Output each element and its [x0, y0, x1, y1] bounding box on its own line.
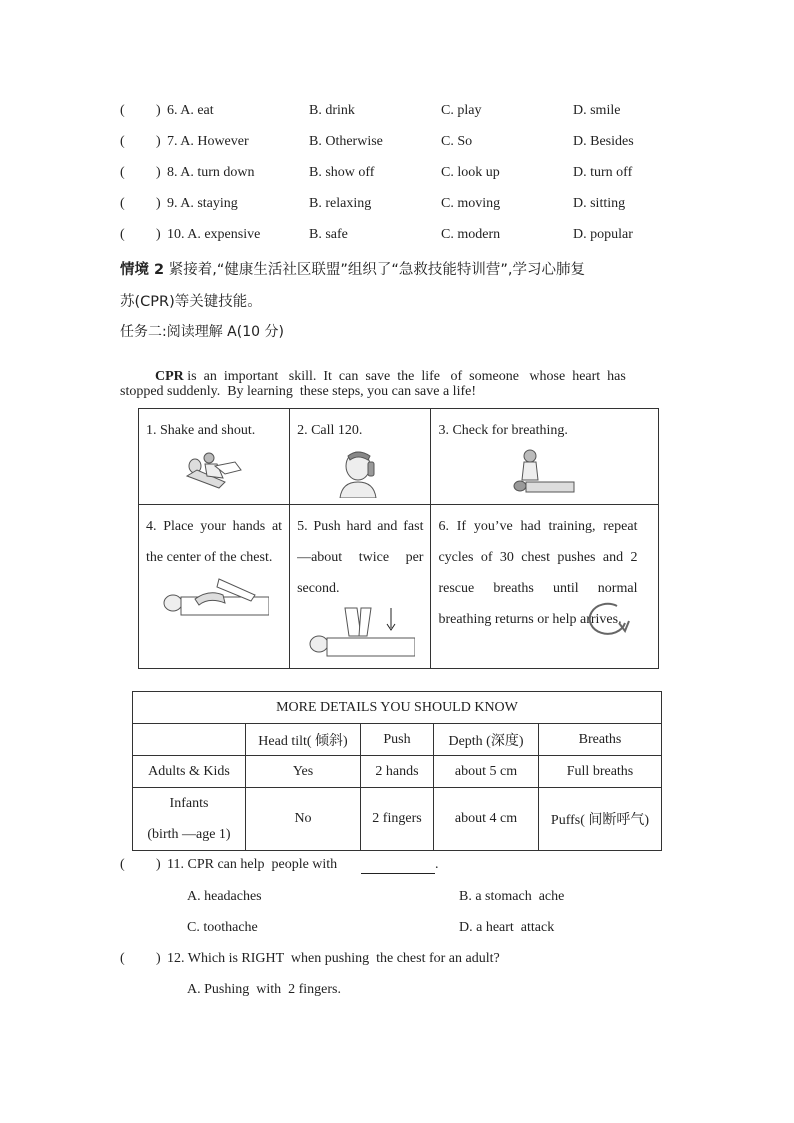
option-c[interactable]: C. play [441, 103, 482, 118]
answer-bracket-close: ) [156, 196, 161, 211]
option-a[interactable]: 10. A. expensive [167, 227, 261, 242]
answer-bracket-close: ) [156, 951, 161, 966]
cell-breaths: Puffs( 间断呼气) [539, 788, 662, 851]
option-d[interactable]: D. smile [573, 103, 621, 118]
header-cell-empty [133, 724, 246, 756]
answer-bracket-open[interactable]: ( [120, 103, 125, 118]
cloze-question-9 [0, 196, 794, 216]
step-text: 2. Call 120. [297, 423, 363, 438]
q12-option-a[interactable]: A. Pushing with 2 fingers. [187, 982, 341, 997]
option-d[interactable]: D. sitting [573, 196, 626, 211]
cell-head-tilt: Yes [246, 756, 361, 788]
option-b[interactable]: B. drink [309, 103, 355, 118]
step-text: 5. Push hard and fast—about twice per second. [297, 519, 424, 596]
intro-text-1: is an important skill. It can save the life of someone whose heart has [183, 369, 626, 384]
answer-blank[interactable] [361, 857, 435, 874]
hands-on-chest-illustration [159, 575, 269, 619]
option-c[interactable]: C. moving [441, 196, 501, 211]
option-b[interactable]: B. safe [309, 227, 348, 242]
task-heading: 任务二:阅读理解 A(10 分) [120, 324, 284, 340]
answer-bracket-open[interactable]: ( [120, 857, 125, 872]
answer-bracket-open[interactable]: ( [120, 227, 125, 242]
answer-bracket-close: ) [156, 165, 161, 180]
step-text: 4. Place your hands at the center of the chest. [146, 519, 283, 565]
question-stem: 11. CPR can help people with [167, 857, 338, 872]
header-breaths: Breaths [539, 724, 662, 756]
option-a[interactable]: 7. A. However [167, 134, 249, 149]
table-row [133, 788, 662, 851]
cloze-question-7 [0, 134, 794, 154]
intro-line-1 [148, 353, 672, 385]
header-depth: Depth (深度) [434, 724, 539, 756]
answer-bracket-close: ) [156, 103, 161, 118]
step-cell-3 [431, 409, 659, 505]
step-cell-1 [139, 409, 290, 505]
answer-bracket-open[interactable]: ( [120, 165, 125, 180]
intro-line-2: stopped suddenly. By learning these steps, you can save a life! [120, 384, 477, 399]
option-d[interactable]: D. popular [573, 227, 633, 242]
q11-option-d[interactable]: D. a heart attack [459, 920, 555, 935]
cell-push: 2 fingers [361, 788, 434, 851]
answer-bracket-open[interactable]: ( [120, 196, 125, 211]
question-stem: 12. Which is RIGHT when pushing the chest for an adult? [167, 951, 500, 966]
scenario-line-2: 苏(CPR)等关键技能。 [120, 294, 262, 310]
cpr-term: CPR [155, 369, 184, 384]
step-cell-2 [290, 409, 431, 505]
step-text: 1. Shake and shout. [146, 423, 256, 438]
question-12 [0, 951, 794, 971]
shake-and-shout-illustration [179, 448, 249, 494]
option-b[interactable]: B. Otherwise [309, 134, 383, 149]
table-row [133, 756, 662, 788]
scenario-line-1 [120, 258, 585, 279]
answer-bracket-open[interactable]: ( [120, 134, 125, 149]
details-title: MORE DETAILS YOU SHOULD KNOW [133, 692, 662, 724]
row-label: Infants (birth —age 1) [133, 788, 246, 851]
cell-breaths: Full breaths [539, 756, 662, 788]
step-cell-5 [290, 505, 431, 669]
cpr-steps-table [138, 408, 659, 669]
option-d[interactable]: D. Besides [573, 134, 634, 149]
scenario-label: 情境 2 [120, 262, 165, 278]
option-c[interactable]: C. look up [441, 165, 500, 180]
option-b[interactable]: B. relaxing [309, 196, 372, 211]
more-details-table [132, 691, 662, 851]
cloze-question-6 [0, 103, 794, 123]
header-head-tilt: Head tilt( 倾斜) [246, 724, 361, 756]
cell-head-tilt: No [246, 788, 361, 851]
option-c[interactable]: C. So [441, 134, 473, 149]
option-a[interactable]: 6. A. eat [167, 103, 214, 118]
phone-call-illustration [330, 448, 390, 498]
option-c[interactable]: C. modern [441, 227, 501, 242]
option-a[interactable]: 8. A. turn down [167, 165, 255, 180]
answer-bracket-close: ) [156, 134, 161, 149]
option-a[interactable]: 9. A. staying [167, 196, 238, 211]
q11-option-b[interactable]: B. a stomach ache [459, 889, 565, 904]
step-cell-4 [139, 505, 290, 669]
cell-depth: about 5 cm [434, 756, 539, 788]
q11-option-c[interactable]: C. toothache [187, 920, 258, 935]
option-d[interactable]: D. turn off [573, 165, 633, 180]
step-text: 6. If you’ve had training, repeat cycles of 30 chest pushes and 2 rescue breaths until normal breathing returns or help arrives. [438, 519, 638, 627]
blank-period: . [435, 857, 439, 872]
option-b[interactable]: B. show off [309, 165, 375, 180]
row-label: Adults & Kids [133, 756, 246, 788]
cloze-question-10 [0, 227, 794, 247]
repeat-cycle-icon [587, 601, 631, 639]
cell-depth: about 4 cm [434, 788, 539, 851]
answer-bracket-open[interactable]: ( [120, 951, 125, 966]
chest-compression-illustration [305, 606, 415, 662]
step-text: 3. Check for breathing. [438, 423, 568, 438]
check-breathing-illustration [508, 448, 578, 496]
scenario-text-1: 紧接着,“健康生活社区联盟”组织了“急救技能特训营”,学习心肺复 [168, 262, 586, 278]
cloze-question-8 [0, 165, 794, 185]
step-cell-6 [431, 505, 659, 669]
question-11 [0, 857, 794, 877]
q11-option-a[interactable]: A. headaches [187, 889, 262, 904]
cell-push: 2 hands [361, 756, 434, 788]
answer-bracket-close: ) [156, 227, 161, 242]
answer-bracket-close: ) [156, 857, 161, 872]
header-push: Push [361, 724, 434, 756]
